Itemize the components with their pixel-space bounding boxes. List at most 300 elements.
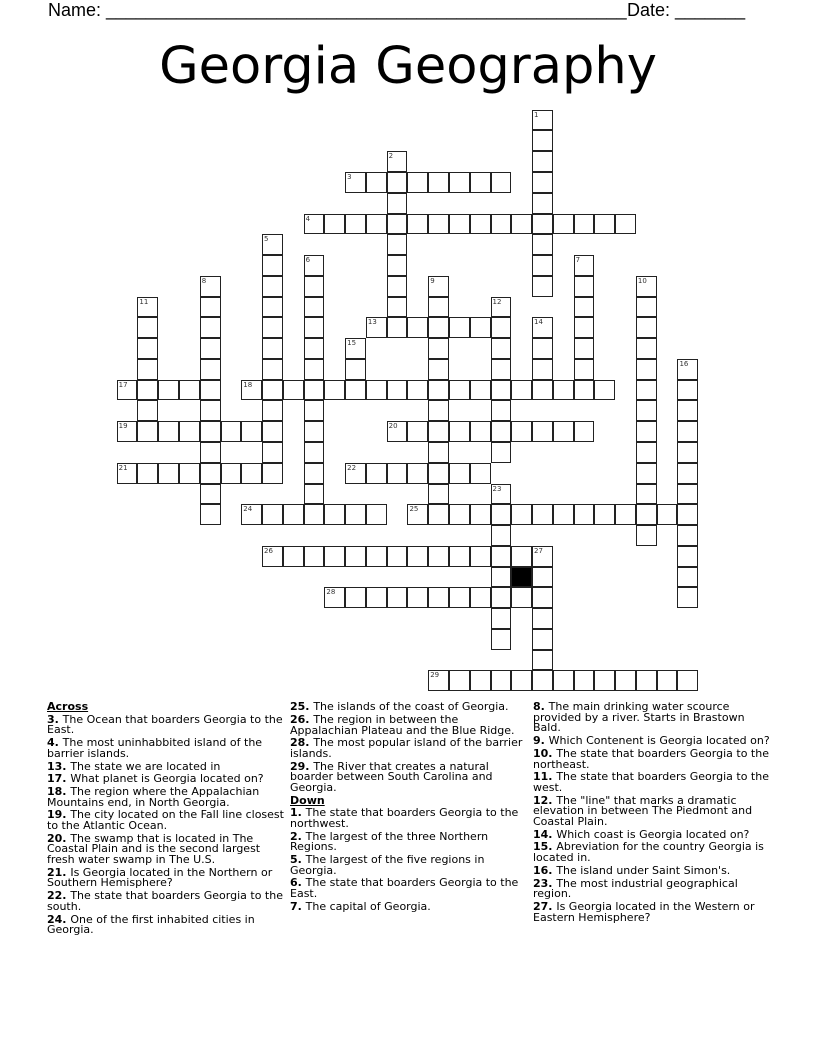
clue-text: The main drinking water scource provided by a river. Starts in Brastown Bald. xyxy=(533,700,745,735)
grid-cell[interactable] xyxy=(491,546,512,567)
down-clue-8 xyxy=(533,702,771,734)
grid-cell[interactable] xyxy=(428,546,449,567)
clue-text: Which Contenent is Georgia located on? xyxy=(548,734,770,748)
grid-cell[interactable] xyxy=(677,400,698,421)
grid-cell[interactable] xyxy=(449,421,470,442)
grid-cell[interactable] xyxy=(407,504,428,525)
grid-cell[interactable] xyxy=(532,151,553,172)
grid-cell[interactable] xyxy=(366,380,387,401)
grid-cell[interactable] xyxy=(366,504,387,525)
clue-number-label: 2. xyxy=(290,829,306,843)
grid-cell[interactable] xyxy=(387,151,408,172)
grid-cell[interactable] xyxy=(532,359,553,380)
grid-cell[interactable] xyxy=(387,421,408,442)
grid-cell[interactable] xyxy=(324,546,345,567)
clue-number-label: 29. xyxy=(290,759,314,773)
grid-cell[interactable] xyxy=(449,546,470,567)
grid-cell[interactable] xyxy=(532,338,553,359)
grid-cell[interactable] xyxy=(491,504,512,525)
grid-cell[interactable] xyxy=(532,193,553,214)
grid-cell[interactable] xyxy=(677,546,698,567)
grid-cell[interactable] xyxy=(387,380,408,401)
clue-number: 11 xyxy=(139,297,149,306)
grid-cell[interactable] xyxy=(345,504,366,525)
grid-cell[interactable] xyxy=(262,400,283,421)
grid-cell[interactable] xyxy=(491,172,512,193)
clue-number-label: 25. xyxy=(290,700,314,714)
grid-cell[interactable] xyxy=(283,380,304,401)
down-clue-6 xyxy=(290,878,528,899)
grid-cell[interactable] xyxy=(387,317,408,338)
grid-cell[interactable] xyxy=(262,421,283,442)
clue-number-label: 19. xyxy=(47,808,71,822)
grid-cell[interactable] xyxy=(636,297,657,318)
clue-text: The state that boarders Georgia to the East. xyxy=(290,876,519,900)
grid-cell[interactable] xyxy=(449,214,470,235)
grid-cell[interactable] xyxy=(574,421,595,442)
grid-cell[interactable] xyxy=(470,587,491,608)
grid-cell[interactable] xyxy=(677,587,698,608)
grid-cell[interactable] xyxy=(594,214,615,235)
grid-cell[interactable] xyxy=(262,234,283,255)
grid-cell[interactable] xyxy=(449,380,470,401)
grid-cell[interactable] xyxy=(532,214,553,235)
grid-cell[interactable] xyxy=(491,587,512,608)
grid-cell[interactable] xyxy=(345,214,366,235)
grid-cell[interactable] xyxy=(470,504,491,525)
grid-cell[interactable] xyxy=(407,172,428,193)
grid-cell[interactable] xyxy=(532,276,553,297)
grid-cell[interactable] xyxy=(532,608,553,629)
grid-cell[interactable] xyxy=(677,504,698,525)
grid-cell[interactable] xyxy=(117,421,138,442)
grid-cell[interactable] xyxy=(677,442,698,463)
grid-cell[interactable] xyxy=(574,276,595,297)
grid-cell[interactable] xyxy=(283,546,304,567)
grid-cell[interactable] xyxy=(491,297,512,318)
clues-column-1 xyxy=(47,700,285,936)
grid-cell[interactable] xyxy=(407,214,428,235)
grid-cell[interactable] xyxy=(532,650,553,671)
grid-cell[interactable] xyxy=(200,297,221,318)
grid-cell[interactable] xyxy=(470,172,491,193)
grid-cell[interactable] xyxy=(137,463,158,484)
grid-cell[interactable] xyxy=(304,380,325,401)
grid-cell[interactable] xyxy=(345,359,366,380)
clue-number-label: 8. xyxy=(533,700,549,714)
grid-cell[interactable] xyxy=(574,317,595,338)
clue-text: Which coast is Georgia located on? xyxy=(556,827,750,841)
grid-cell[interactable] xyxy=(387,276,408,297)
grid-cell[interactable] xyxy=(491,567,512,588)
grid-cell[interactable] xyxy=(428,297,449,318)
grid-cell[interactable] xyxy=(532,380,553,401)
grid-cell[interactable] xyxy=(304,214,325,235)
down-clue-14 xyxy=(533,827,771,841)
grid-cell[interactable] xyxy=(366,214,387,235)
grid-cell[interactable] xyxy=(158,380,179,401)
grid-cell[interactable] xyxy=(387,193,408,214)
grid-cell[interactable] xyxy=(636,463,657,484)
grid-cell[interactable] xyxy=(200,317,221,338)
grid-cell[interactable] xyxy=(532,629,553,650)
grid-cell[interactable] xyxy=(137,400,158,421)
grid-cell[interactable] xyxy=(262,338,283,359)
grid-cell[interactable] xyxy=(532,546,553,567)
down-clue-12 xyxy=(533,793,771,828)
grid-cell[interactable] xyxy=(428,670,449,691)
grid-cell[interactable] xyxy=(491,380,512,401)
grid-cell[interactable] xyxy=(574,214,595,235)
across-clue-29 xyxy=(290,759,528,794)
grid-cell[interactable] xyxy=(491,421,512,442)
grid-cell[interactable] xyxy=(574,670,595,691)
grid-cell[interactable] xyxy=(304,484,325,505)
grid-cell[interactable] xyxy=(304,255,325,276)
grid-cell[interactable] xyxy=(407,587,428,608)
grid-cell[interactable] xyxy=(324,587,345,608)
grid-cell[interactable] xyxy=(387,587,408,608)
grid-cell[interactable] xyxy=(553,670,574,691)
grid-cell[interactable] xyxy=(428,276,449,297)
grid-cell[interactable] xyxy=(304,359,325,380)
grid-cell[interactable] xyxy=(428,463,449,484)
grid-cell[interactable] xyxy=(615,504,636,525)
grid-cell[interactable] xyxy=(470,421,491,442)
grid-cell[interactable] xyxy=(677,567,698,588)
clue-number: 19 xyxy=(118,422,128,431)
grid-cell[interactable] xyxy=(179,463,200,484)
grid-cell[interactable] xyxy=(470,463,491,484)
grid-cell[interactable] xyxy=(615,214,636,235)
puzzle-title: Georgia Geography xyxy=(159,37,657,96)
across-heading: Across xyxy=(47,700,89,713)
grid-cell[interactable] xyxy=(324,380,345,401)
grid-cell[interactable] xyxy=(511,421,532,442)
grid-cell[interactable] xyxy=(428,484,449,505)
grid-cell[interactable] xyxy=(511,670,532,691)
grid-cell[interactable] xyxy=(594,670,615,691)
grid-cell[interactable] xyxy=(387,214,408,235)
grid-cell[interactable] xyxy=(532,587,553,608)
grid-cell[interactable] xyxy=(449,317,470,338)
grid-cell[interactable] xyxy=(241,504,262,525)
clue-text: The region where the Appalachian Mountains end, in North Georgia. xyxy=(47,785,260,809)
grid-cell[interactable] xyxy=(262,546,283,567)
grid-cell[interactable] xyxy=(200,421,221,442)
grid-cell[interactable] xyxy=(137,317,158,338)
clue-text: One of the first inhabited cities in Georgia. xyxy=(47,912,255,937)
grid-cell[interactable] xyxy=(428,380,449,401)
grid-cell[interactable] xyxy=(304,317,325,338)
grid-cell[interactable] xyxy=(387,297,408,318)
grid-cell[interactable] xyxy=(532,421,553,442)
grid-cell[interactable] xyxy=(262,359,283,380)
grid-cell[interactable] xyxy=(241,380,262,401)
grid-cell[interactable] xyxy=(491,400,512,421)
grid-cell[interactable] xyxy=(491,484,512,505)
grid-cell[interactable] xyxy=(491,670,512,691)
grid-cell[interactable] xyxy=(179,380,200,401)
grid-cell[interactable] xyxy=(636,276,657,297)
grid-cell[interactable] xyxy=(470,380,491,401)
grid-cell[interactable] xyxy=(636,317,657,338)
grid-cell[interactable] xyxy=(553,380,574,401)
clue-number: 4 xyxy=(305,214,311,223)
grid-cell[interactable] xyxy=(304,276,325,297)
grid-cell[interactable] xyxy=(304,338,325,359)
grid-cell[interactable] xyxy=(200,276,221,297)
grid-cell[interactable] xyxy=(657,670,678,691)
grid-cell[interactable] xyxy=(428,442,449,463)
grid-cell[interactable] xyxy=(200,504,221,525)
grid-cell[interactable] xyxy=(491,338,512,359)
grid-cell[interactable] xyxy=(366,587,387,608)
grid-cell[interactable] xyxy=(345,587,366,608)
grid-cell[interactable] xyxy=(407,421,428,442)
clue-text: The swamp that is located in The Coastal Plain and is the second largest fresh water swamp in The U.S. xyxy=(47,831,261,867)
grid-cell[interactable] xyxy=(179,421,200,442)
date-field: Date: _______ xyxy=(627,0,746,20)
grid-cell[interactable] xyxy=(491,442,512,463)
grid-cell[interactable] xyxy=(428,400,449,421)
grid-cell[interactable] xyxy=(449,670,470,691)
grid-cell[interactable] xyxy=(677,670,698,691)
grid-cell[interactable] xyxy=(511,380,532,401)
grid-cell[interactable] xyxy=(366,463,387,484)
grid-cell[interactable] xyxy=(137,338,158,359)
grid-cell[interactable] xyxy=(428,587,449,608)
clue-number-label: 7. xyxy=(290,899,306,913)
clue-number: 16 xyxy=(679,359,689,368)
grid-cell[interactable] xyxy=(200,484,221,505)
grid-cell[interactable] xyxy=(262,504,283,525)
clue-text: The state that boarders Georgia to the west. xyxy=(533,770,769,794)
grid-cell[interactable] xyxy=(200,442,221,463)
grid-cell[interactable] xyxy=(574,359,595,380)
grid-cell[interactable] xyxy=(221,463,242,484)
grid-cell[interactable] xyxy=(428,172,449,193)
grid-cell[interactable] xyxy=(428,359,449,380)
grid-cell[interactable] xyxy=(345,172,366,193)
grid-cell[interactable] xyxy=(491,608,512,629)
grid-cell[interactable] xyxy=(137,421,158,442)
grid-cell[interactable] xyxy=(511,504,532,525)
grid-cell[interactable] xyxy=(677,421,698,442)
grid-cell[interactable] xyxy=(553,214,574,235)
down-clue-7 xyxy=(290,899,528,913)
grid-cell[interactable] xyxy=(574,380,595,401)
grid-cell[interactable] xyxy=(553,421,574,442)
grid-cell[interactable] xyxy=(491,317,512,338)
down-clue-15 xyxy=(533,842,771,863)
grid-cell[interactable] xyxy=(387,463,408,484)
clue-number-label: 27. xyxy=(533,899,557,913)
grid-cell[interactable] xyxy=(677,484,698,505)
grid-cell[interactable] xyxy=(428,504,449,525)
grid-cell[interactable] xyxy=(636,400,657,421)
grid-cell[interactable] xyxy=(324,504,345,525)
grid-cell[interactable] xyxy=(491,214,512,235)
grid-cell[interactable] xyxy=(532,234,553,255)
grid-cell[interactable] xyxy=(304,463,325,484)
grid-cell[interactable] xyxy=(532,317,553,338)
grid-cell[interactable] xyxy=(200,338,221,359)
clue-number: 17 xyxy=(118,380,128,389)
clue-text: The largest of the three Northern Regions. xyxy=(290,829,489,854)
grid-cell[interactable] xyxy=(304,421,325,442)
grid-cell[interactable] xyxy=(387,255,408,276)
grid-cell[interactable] xyxy=(407,463,428,484)
grid-cell[interactable] xyxy=(304,297,325,318)
grid-cell[interactable] xyxy=(387,546,408,567)
grid-cell[interactable] xyxy=(428,214,449,235)
grid-cell[interactable] xyxy=(200,359,221,380)
grid-cell[interactable] xyxy=(158,463,179,484)
across-clue-17 xyxy=(47,774,285,785)
clue-text: The capital of Georgia. xyxy=(305,899,431,913)
grid-cell[interactable] xyxy=(345,338,366,359)
grid-cell[interactable] xyxy=(366,172,387,193)
grid-cell[interactable] xyxy=(615,670,636,691)
grid-cell[interactable] xyxy=(677,359,698,380)
grid-cell[interactable] xyxy=(428,421,449,442)
grid-cell[interactable] xyxy=(137,297,158,318)
grid-cell[interactable] xyxy=(241,421,262,442)
grid-cell[interactable] xyxy=(241,463,262,484)
grid-cell[interactable] xyxy=(387,234,408,255)
grid-cell[interactable] xyxy=(491,629,512,650)
across-clue-21 xyxy=(47,865,285,890)
grid-cell[interactable] xyxy=(491,359,512,380)
grid-cell[interactable] xyxy=(407,546,428,567)
grid-cell[interactable] xyxy=(532,130,553,151)
grid-cell[interactable] xyxy=(407,380,428,401)
clue-number-label: 28. xyxy=(290,736,314,750)
grid-cell[interactable] xyxy=(200,380,221,401)
grid-cell[interactable] xyxy=(304,442,325,463)
grid-cell[interactable] xyxy=(221,421,242,442)
grid-cell[interactable] xyxy=(470,670,491,691)
grid-cell[interactable] xyxy=(137,359,158,380)
across-clue-19 xyxy=(47,810,285,831)
grid-cell[interactable] xyxy=(262,380,283,401)
grid-cell[interactable] xyxy=(636,359,657,380)
grid-cell[interactable] xyxy=(532,670,553,691)
grid-cell[interactable] xyxy=(262,442,283,463)
grid-cell[interactable] xyxy=(304,400,325,421)
grid-cell[interactable] xyxy=(470,214,491,235)
clue-number-label: 12. xyxy=(533,793,557,807)
grid-cell[interactable] xyxy=(511,546,532,567)
grid-cell[interactable] xyxy=(491,525,512,546)
grid-cell[interactable] xyxy=(324,214,345,235)
grid-cell[interactable] xyxy=(428,338,449,359)
grid-cell[interactable] xyxy=(574,297,595,318)
down-clue-1 xyxy=(290,808,528,829)
grid-cell[interactable] xyxy=(449,463,470,484)
grid-cell[interactable] xyxy=(636,525,657,546)
grid-cell[interactable] xyxy=(636,442,657,463)
clue-number: 1 xyxy=(534,110,539,119)
grid-cell[interactable] xyxy=(200,463,221,484)
grid-cell[interactable] xyxy=(262,255,283,276)
grid-cell[interactable] xyxy=(262,276,283,297)
down-clue-11 xyxy=(533,772,771,793)
clue-number-label: 21. xyxy=(47,865,71,879)
grid-cell[interactable] xyxy=(657,504,678,525)
grid-cell[interactable] xyxy=(366,317,387,338)
grid-cell[interactable] xyxy=(574,504,595,525)
grid-cell[interactable] xyxy=(636,504,657,525)
down-clue-16 xyxy=(533,863,771,877)
clue-number: 20 xyxy=(388,422,398,431)
grid-cell[interactable] xyxy=(345,546,366,567)
grid-cell[interactable] xyxy=(366,546,387,567)
grid-cell[interactable] xyxy=(345,463,366,484)
grid-cell[interactable] xyxy=(449,172,470,193)
grid-cell[interactable] xyxy=(532,255,553,276)
grid-cell[interactable] xyxy=(677,463,698,484)
grid-cell[interactable] xyxy=(553,504,574,525)
grid-cell[interactable] xyxy=(636,338,657,359)
grid-cell[interactable] xyxy=(200,400,221,421)
grid-cell[interactable] xyxy=(387,172,408,193)
grid-cell[interactable] xyxy=(532,172,553,193)
grid-cell[interactable] xyxy=(594,380,615,401)
grid-cell[interactable] xyxy=(137,380,158,401)
grid-cell[interactable] xyxy=(158,421,179,442)
clue-text: The largest of the five regions in Georgia. xyxy=(290,853,485,877)
clue-number-label: 22. xyxy=(47,889,71,903)
grid-cell[interactable] xyxy=(283,504,304,525)
grid-cell[interactable] xyxy=(532,567,553,588)
grid-cell[interactable] xyxy=(574,255,595,276)
grid-cell[interactable] xyxy=(511,587,532,608)
grid-cell[interactable] xyxy=(428,317,449,338)
clue-text: What planet is Georgia located on? xyxy=(70,772,264,786)
grid-cell[interactable] xyxy=(345,380,366,401)
grid-cell[interactable] xyxy=(304,546,325,567)
grid-cell[interactable] xyxy=(636,484,657,505)
clue-number: 5 xyxy=(264,235,269,244)
grid-cell[interactable] xyxy=(470,546,491,567)
grid-cell[interactable] xyxy=(532,504,553,525)
clue-number-label: 15. xyxy=(533,840,557,854)
grid-cell[interactable] xyxy=(407,317,428,338)
clue-number: 18 xyxy=(243,380,253,389)
grid-cell[interactable] xyxy=(677,380,698,401)
grid-cell[interactable] xyxy=(677,525,698,546)
grid-cell[interactable] xyxy=(449,504,470,525)
grid-cell[interactable] xyxy=(117,380,138,401)
grid-cell[interactable] xyxy=(262,297,283,318)
grid-cell[interactable] xyxy=(636,670,657,691)
grid-cell[interactable] xyxy=(304,504,325,525)
grid-cell[interactable] xyxy=(636,421,657,442)
grid-cell[interactable] xyxy=(117,463,138,484)
grid-cell[interactable] xyxy=(594,504,615,525)
grid-cell[interactable] xyxy=(449,587,470,608)
grid-cell[interactable] xyxy=(574,338,595,359)
grid-cell[interactable] xyxy=(636,380,657,401)
grid-cell[interactable] xyxy=(262,317,283,338)
grid-cell[interactable] xyxy=(262,463,283,484)
grid-cell[interactable] xyxy=(532,110,553,131)
grid-cell[interactable] xyxy=(511,214,532,235)
name-field: Name: ____________________________________________________ xyxy=(48,0,627,20)
grid-cell[interactable] xyxy=(470,317,491,338)
